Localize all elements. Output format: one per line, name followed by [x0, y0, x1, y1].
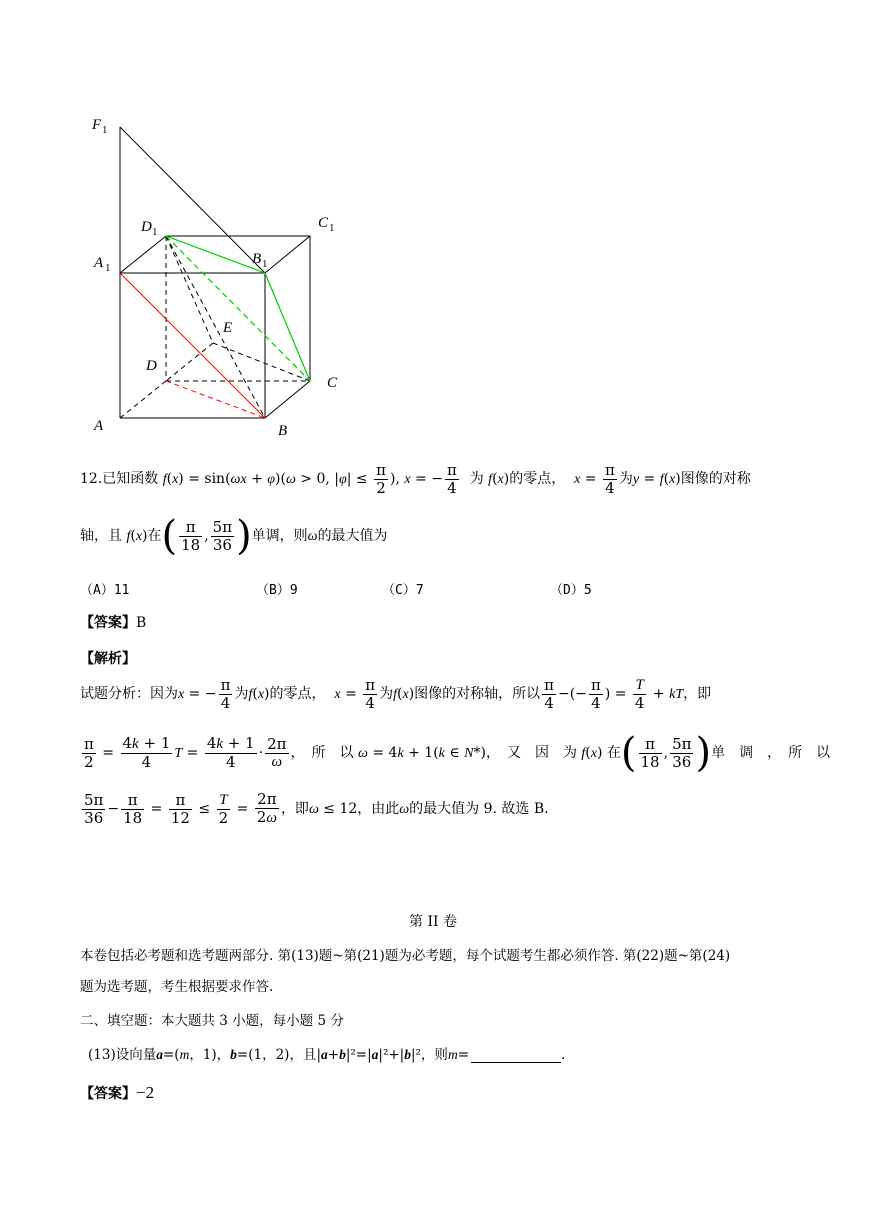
q12-stem-b: 为 — [469, 471, 484, 487]
q12-line2: 轴，且 f(x)在( $\frac{\pi}{18}$ , $\frac{5\pi}{36}$ )单调，则ω的最大值为 — [80, 513, 388, 559]
analysis-text-f: ，即 — [683, 686, 712, 702]
q13-answer-label: 【答案】 — [80, 1086, 136, 1102]
label-D: D — [146, 358, 157, 374]
q12-stem-c: 的零点， — [509, 471, 566, 487]
analysis-label: 【解析】 — [80, 651, 136, 667]
edge-F1-B1 — [120, 127, 265, 273]
q12-option-c: （C）7 — [382, 583, 424, 598]
red-A1-B — [120, 273, 265, 418]
q12-option-a: （A）11 — [80, 583, 130, 598]
label-C: C — [327, 375, 338, 391]
analysis-line3: $\frac{5\pi}{36}$ − $\frac{\pi}{18}$ = $\frac{\pi}{12}$ ≤ $\frac{T}{2}$ = $\frac{2\pi}{2\omega}$ ，即ω ≤ 12，由此ω的最大值为 9. 故选 B. — [84, 790, 549, 827]
green-B1-C — [265, 273, 310, 381]
edge-D1-B — [166, 236, 265, 418]
q12-stem-a: 12.已知函数 — [80, 471, 159, 487]
analysis-text-g: ， 所 以 — [290, 745, 354, 761]
green-triangle — [166, 236, 310, 381]
dashed-edges — [120, 236, 310, 418]
q13-text-d: =(1，2)，且| — [236, 1047, 321, 1063]
edge-B-C — [265, 381, 310, 418]
q13-text-g: |²+| — [378, 1047, 405, 1063]
q12-stem-h: 单调，则 — [251, 528, 308, 544]
green-D1-B1 — [166, 236, 265, 273]
label-D1: D — [141, 219, 152, 235]
part2-title: 第 II 卷 — [409, 914, 457, 930]
solid-edges — [120, 127, 310, 418]
analysis-line1: 试题分析：因为x = − $\frac{\pi}{4}$ 为f(x)的零点， x = $\frac{\pi}{4}$ 为f(x)图像的对称轴，所以 $\frac{\pi}{4}$ −(− $\frac{\pi}{4}$ ) = $\frac{T}{4}$ + kT，即 — [80, 675, 712, 712]
q13-text-c: ，1)， — [189, 1047, 231, 1063]
label-D1-sub: 1 — [152, 226, 158, 238]
label-F1-sub: 1 — [102, 124, 108, 136]
q13-blank — [471, 1061, 561, 1063]
q12-stem-i: 的最大值为 — [317, 528, 388, 544]
q13-text-i: = — [457, 1047, 469, 1063]
analysis-text-a: 试题分析：因为 — [80, 686, 178, 702]
analysis-text-d: 为 — [379, 686, 394, 702]
q13-text-b: =( — [162, 1047, 180, 1063]
q12-stem-e: 图像的对称 — [680, 471, 751, 487]
q12-answer — [80, 612, 146, 632]
edge-B1-C1 — [265, 236, 310, 273]
analysis-text-k: ，即 — [280, 801, 309, 817]
label-A1: A — [94, 255, 104, 271]
q13-text-e: + — [327, 1047, 340, 1063]
q13-answer-value: −2 — [136, 1083, 155, 1102]
q12-line1: 12.已知函数 f(x) = sin(ωx + φ)(ω > 0, |φ| ≤ $\frac{\pi}{2}$ ), x = − $\frac{\pi}{4}$ 为 f(x)的零点， x = $\frac{\pi}{4}$ 为y = f(x)图像的对称 — [80, 460, 751, 497]
analysis-text-b: 为 — [234, 686, 249, 702]
red-D-B — [166, 381, 265, 418]
red-lines — [120, 273, 265, 418]
q13-text-h: |²，则 — [410, 1047, 448, 1063]
q13-text-f: |²=| — [345, 1047, 372, 1063]
analysis-text-i: 在 — [606, 745, 621, 761]
analysis-text-j: 单 调 ， 所 以 — [711, 745, 831, 761]
frac-pi-4: $\frac{\pi}{4}$ — [446, 460, 457, 497]
label-F1: F — [92, 117, 102, 133]
formula-f-def: f — [162, 472, 167, 487]
q13-end: . — [561, 1047, 566, 1063]
answer-value: B — [136, 615, 147, 631]
q12-option-b: （B）9 — [256, 583, 298, 598]
q12-option-d: （D）5 — [550, 583, 592, 598]
part2-paragraph-1: 本卷包括必考题和选考题两部分. 第(13)题~第(21)题为必考题，每个试题考生都必须作答. 第(22)题~第(24) — [80, 948, 731, 964]
edge-A1-D1 — [120, 236, 166, 273]
analysis-text-h: ， 又 因 为 — [485, 745, 577, 761]
label-B1: B — [252, 251, 262, 267]
edge-A-D — [120, 381, 166, 418]
label-C1-sub: 1 — [329, 222, 335, 234]
frac-pi-2: $\frac{\pi}{2}$ — [376, 460, 386, 497]
q12-stem-g: 在 — [147, 528, 162, 544]
analysis-text-m: 的最大值为 9. 故选 B. — [409, 801, 549, 817]
analysis-text-l: ，由此 — [357, 801, 400, 817]
label-C1: C — [318, 215, 329, 231]
analysis-text-e: 图像的对称轴，所以 — [414, 686, 541, 702]
geometry-figure — [80, 105, 360, 445]
q13-answer — [80, 1083, 154, 1103]
analysis-text-c: 的零点， — [269, 686, 326, 702]
label-E: E — [223, 320, 233, 336]
q13-text-a: (13)设向量 — [88, 1047, 157, 1063]
q12-stem-f: 轴，且 — [80, 528, 122, 544]
q12-stem-d: 为 — [618, 471, 633, 487]
q13: (13)设向量a=(m，1)，b=(1，2)，且|a+b|²=|a|²+|b|²，则m= . — [88, 1047, 566, 1063]
analysis-line2: $\frac{\pi}{2}$ = $\frac{4k + 1}{4}$ T = $\frac{4k + 1}{4}$ · $\frac{2\pi}{\omega}$ ， 所 以 ω = 4k + 1(k ∈ N*)， 又 因 为 f(x) 在( $\frac{\pi}{18}$ , $\frac{5\pi}{36}$ )单 调 ， 所 以 — [84, 730, 831, 776]
label-A: A — [94, 418, 104, 434]
part2-paragraph-2: 题为选考题，考生根据要求作答. — [80, 979, 274, 995]
section-heading: 二、填空题：本大题共 3 小题，每小题 5 分 — [80, 1013, 344, 1029]
label-B1-sub: 1 — [262, 258, 268, 270]
answer-label: 【答案】 — [80, 615, 136, 631]
edge-D1-E — [166, 236, 213, 343]
green-D1-C — [166, 236, 310, 381]
label-B: B — [278, 423, 288, 439]
label-A1-sub: 1 — [105, 262, 111, 274]
edge-E-D — [166, 343, 213, 381]
